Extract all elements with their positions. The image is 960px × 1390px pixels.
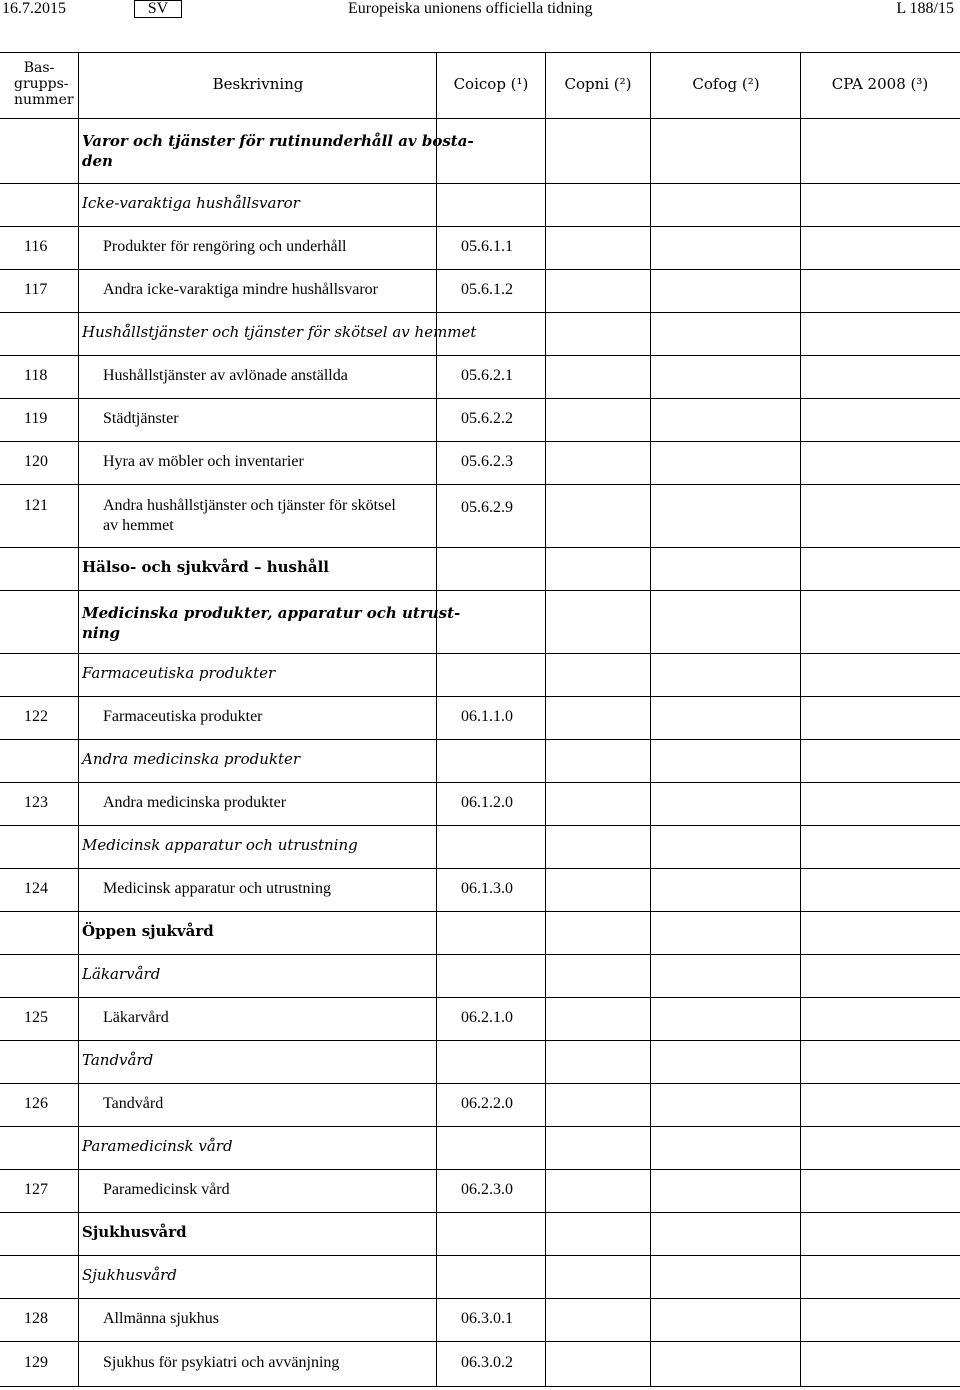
group-heading: Medicinsk apparatur och utrustning bbox=[82, 836, 358, 854]
row-divider bbox=[0, 782, 960, 783]
row-number: 125 bbox=[24, 1009, 48, 1026]
header-language-badge: SV bbox=[134, 0, 182, 18]
group-heading: Läkarvård bbox=[82, 965, 161, 983]
row-number: 129 bbox=[24, 1354, 48, 1371]
group-heading: Andra medicinska produkter bbox=[82, 750, 301, 768]
row-description: Andra medicinska produkter bbox=[103, 794, 287, 811]
row-description: Andra icke-varaktiga mindre hushållsvaror bbox=[103, 281, 379, 298]
row-number: 124 bbox=[24, 880, 48, 897]
row-divider bbox=[0, 52, 960, 53]
row-divider bbox=[0, 1083, 960, 1084]
column-divider bbox=[800, 52, 801, 1386]
header-page-number: L 188/15 bbox=[896, 0, 954, 17]
row-divider bbox=[0, 1040, 960, 1041]
col-header-copni: Copni (²) bbox=[564, 75, 632, 93]
group-heading: Hushållstjänster och tjänster för skötsel av hemmet bbox=[82, 323, 477, 341]
row-divider bbox=[0, 590, 960, 591]
row-divider bbox=[0, 441, 960, 442]
row-divider bbox=[0, 739, 960, 740]
row-description: Allmänna sjukhus bbox=[103, 1310, 219, 1327]
row-description: Medicinsk apparatur och utrustning bbox=[103, 880, 331, 897]
row-divider bbox=[0, 269, 960, 270]
row-divider bbox=[0, 183, 960, 184]
row-coicop-code: 05.6.2.2 bbox=[461, 410, 513, 427]
col-header-description: Beskrivning bbox=[212, 75, 304, 93]
group-heading: Icke-varaktiga hushållsvaror bbox=[82, 194, 300, 212]
row-description: Farmaceutiska produkter bbox=[103, 708, 263, 725]
row-coicop-code: 06.1.2.0 bbox=[461, 794, 513, 811]
row-description-cont: av hemmet bbox=[103, 517, 174, 534]
row-number: 121 bbox=[24, 497, 48, 514]
row-coicop-code: 06.2.3.0 bbox=[461, 1181, 513, 1198]
col-header-group-line1: Bas- bbox=[23, 60, 55, 76]
row-divider bbox=[0, 868, 960, 869]
row-divider bbox=[0, 1255, 960, 1256]
row-description: Produkter för rengöring och underhåll bbox=[103, 238, 347, 255]
row-coicop-code: 05.6.2.3 bbox=[461, 453, 513, 470]
row-divider bbox=[0, 1126, 960, 1127]
row-divider bbox=[0, 118, 960, 119]
header-date: 16.7.2015 bbox=[2, 0, 66, 17]
row-divider bbox=[0, 1341, 960, 1342]
row-divider bbox=[0, 911, 960, 912]
row-number: 128 bbox=[24, 1310, 48, 1327]
row-description: Läkarvård bbox=[103, 1009, 169, 1026]
group-heading: Tandvård bbox=[82, 1051, 154, 1069]
row-divider bbox=[0, 312, 960, 313]
row-description: Hushållstjänster av avlönade anställda bbox=[103, 367, 348, 384]
row-divider bbox=[0, 1212, 960, 1213]
row-number: 116 bbox=[24, 238, 48, 255]
col-header-cpa: CPA 2008 (³) bbox=[831, 75, 929, 93]
row-divider bbox=[0, 226, 960, 227]
row-description: Sjukhus för psykiatri och avvänjning bbox=[103, 1354, 340, 1371]
row-number: 119 bbox=[24, 410, 48, 427]
row-number: 117 bbox=[24, 281, 48, 298]
row-coicop-code: 06.2.1.0 bbox=[461, 1009, 513, 1026]
subsection-heading-cont: ning bbox=[82, 624, 120, 642]
row-number: 122 bbox=[24, 708, 48, 725]
row-coicop-code: 05.6.2.9 bbox=[461, 499, 513, 516]
row-description: Tandvård bbox=[103, 1095, 164, 1112]
row-coicop-code: 05.6.1.1 bbox=[461, 238, 513, 255]
section-heading: Öppen sjukvård bbox=[82, 922, 214, 940]
col-header-group-line2: grupps- bbox=[14, 76, 69, 92]
group-heading: Paramedicinsk vård bbox=[82, 1137, 233, 1155]
row-divider bbox=[0, 954, 960, 955]
row-divider bbox=[0, 997, 960, 998]
row-divider bbox=[0, 398, 960, 399]
row-coicop-code: 06.3.0.1 bbox=[461, 1310, 513, 1327]
row-number: 126 bbox=[24, 1095, 48, 1112]
row-divider bbox=[0, 696, 960, 697]
subsection-heading: Medicinska produkter, apparatur och utrust- bbox=[82, 604, 461, 622]
row-coicop-code: 05.6.2.1 bbox=[461, 367, 513, 384]
row-coicop-code: 06.1.3.0 bbox=[461, 880, 513, 897]
row-divider bbox=[0, 1298, 960, 1299]
row-description: Paramedicinsk vård bbox=[103, 1181, 230, 1198]
row-number: 127 bbox=[24, 1181, 48, 1198]
column-divider bbox=[436, 52, 437, 1386]
row-coicop-code: 06.3.0.2 bbox=[461, 1354, 513, 1371]
row-number: 123 bbox=[24, 794, 48, 811]
section-heading: Sjukhusvård bbox=[82, 1223, 187, 1241]
row-number: 118 bbox=[24, 367, 48, 384]
row-coicop-code: 05.6.1.2 bbox=[461, 281, 513, 298]
row-divider bbox=[0, 825, 960, 826]
row-divider bbox=[0, 1169, 960, 1170]
row-divider bbox=[0, 653, 960, 654]
subsection-heading: Varor och tjänster för rutinunderhåll av bosta- bbox=[82, 132, 474, 150]
col-header-cofog: Cofog (²) bbox=[692, 75, 760, 93]
col-header-group bbox=[14, 60, 74, 108]
subsection-heading-cont: den bbox=[82, 152, 113, 170]
column-divider bbox=[650, 52, 651, 1386]
group-heading: Sjukhusvård bbox=[82, 1266, 177, 1284]
row-description: Städtjänster bbox=[103, 410, 179, 427]
col-header-group-line3: nummer bbox=[14, 92, 74, 108]
group-heading: Farmaceutiska produkter bbox=[82, 664, 276, 682]
row-description: Andra hushållstjänster och tjänster för skötsel bbox=[103, 497, 396, 514]
row-number: 120 bbox=[24, 453, 48, 470]
row-divider bbox=[0, 355, 960, 356]
row-description: Hyra av möbler och inventarier bbox=[103, 453, 304, 470]
section-heading: Hälso- och sjukvård – hushåll bbox=[82, 558, 329, 576]
column-divider bbox=[78, 52, 79, 1386]
row-divider bbox=[0, 547, 960, 548]
row-coicop-code: 06.1.1.0 bbox=[461, 708, 513, 725]
row-divider bbox=[0, 1386, 960, 1387]
column-divider bbox=[545, 52, 546, 1386]
row-divider bbox=[0, 484, 960, 485]
col-header-coicop: Coicop (¹) bbox=[453, 75, 529, 93]
row-coicop-code: 06.2.2.0 bbox=[461, 1095, 513, 1112]
header-journal-title: Europeiska unionens officiella tidning bbox=[348, 0, 593, 17]
